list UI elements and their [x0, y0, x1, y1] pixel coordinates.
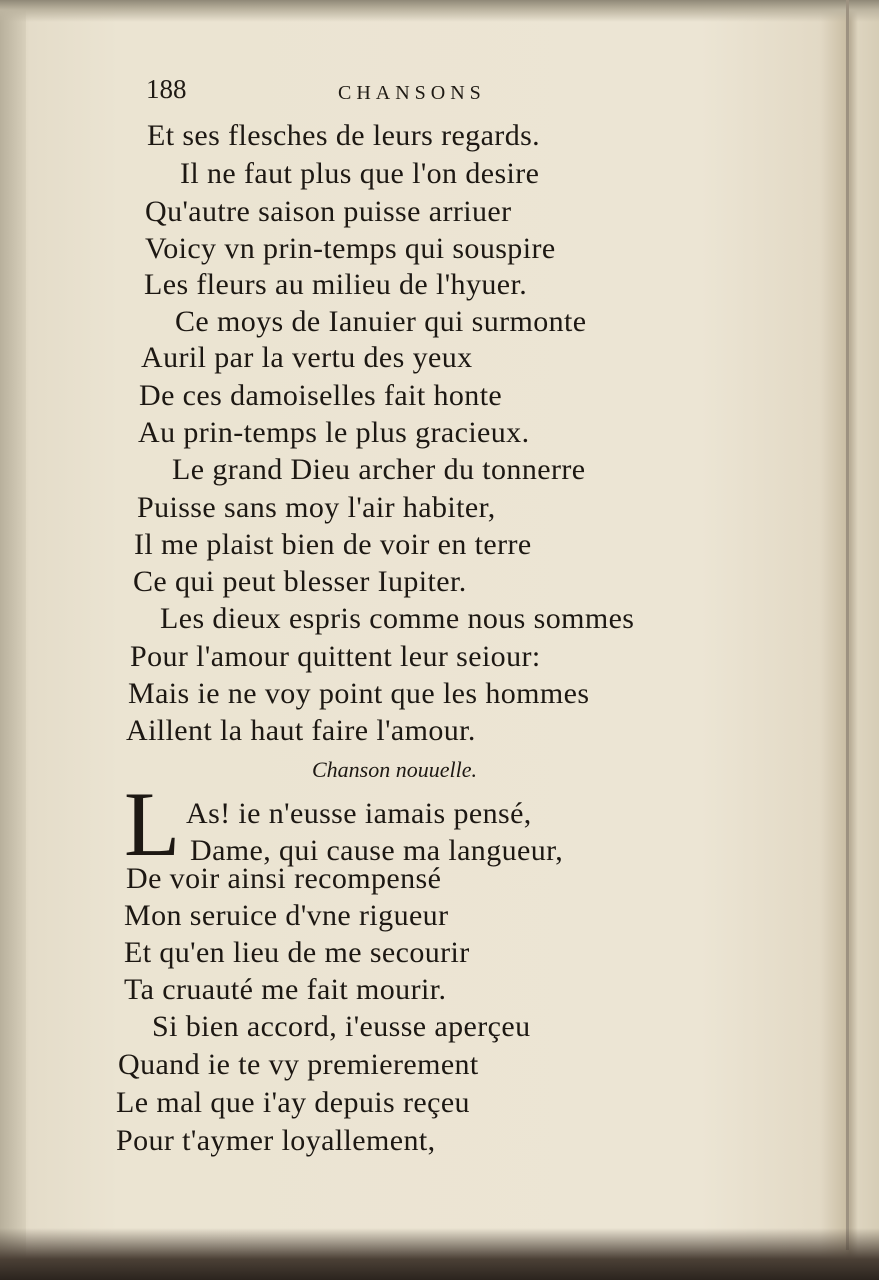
verse-line: Qu'autre saison puisse arriuer	[145, 195, 512, 228]
verse-line: Il me plaist bien de voir en terre	[134, 528, 532, 561]
verse-line: As! ie n'eusse iamais pensé,	[186, 797, 532, 830]
verse-line: Voicy vn prin-temps qui souspire	[145, 232, 556, 265]
song-title: Chanson nouuelle.	[312, 757, 477, 782]
verse-line: Dame, qui cause ma langueur,	[190, 834, 564, 867]
verse-line: De ces damoiselles fait honte	[139, 379, 503, 412]
verse-line: Ce qui peut blesser Iupiter.	[133, 565, 467, 598]
verse-line: Et ses flesches de leurs regards.	[147, 119, 541, 152]
verse-line: Auril par la vertu des yeux	[141, 341, 473, 374]
verse-line: Pour t'aymer loyallement,	[116, 1124, 436, 1157]
verse-line: Le grand Dieu archer du tonnerre	[172, 453, 586, 486]
verse-line: Ce moys de Ianuier qui surmonte	[175, 305, 587, 338]
binding-shadow	[0, 1228, 879, 1280]
verse-line: De voir ainsi recompensé	[126, 862, 442, 895]
verse-line: Les fleurs au milieu de l'hyuer.	[144, 268, 528, 301]
verse-line: Puisse sans moy l'air habiter,	[137, 491, 496, 524]
verse-line: Et qu'en lieu de me secourir	[124, 936, 470, 969]
verse-line: Si bien accord, i'eusse aperçeu	[152, 1010, 531, 1043]
verse-line: Quand ie te vy premierement	[118, 1048, 479, 1081]
page-left-edge	[0, 0, 26, 1280]
page-number: 188	[146, 74, 187, 104]
verse-line: Mais ie ne voy point que les hommes	[128, 677, 590, 710]
verse-line: Les dieux espris comme nous sommes	[160, 602, 635, 635]
verse-line: Mon seruice d'vne rigueur	[124, 899, 449, 932]
verse-line: Aillent la haut faire l'amour.	[126, 714, 476, 747]
verse-line: Ta cruauté me fait mourir.	[124, 973, 447, 1006]
page-fold	[846, 0, 849, 1250]
verse-line: Il ne faut plus que l'on desire	[180, 157, 540, 190]
verse-line: Au prin-temps le plus gracieux.	[138, 416, 530, 449]
verse-line: Le mal que i'ay depuis reçeu	[116, 1086, 470, 1119]
page-top-shadow	[0, 0, 879, 22]
running-head: CHANSONS	[338, 82, 486, 104]
drop-cap: L	[124, 773, 181, 875]
verse-line: Pour l'amour quittent leur seiour:	[130, 640, 541, 673]
